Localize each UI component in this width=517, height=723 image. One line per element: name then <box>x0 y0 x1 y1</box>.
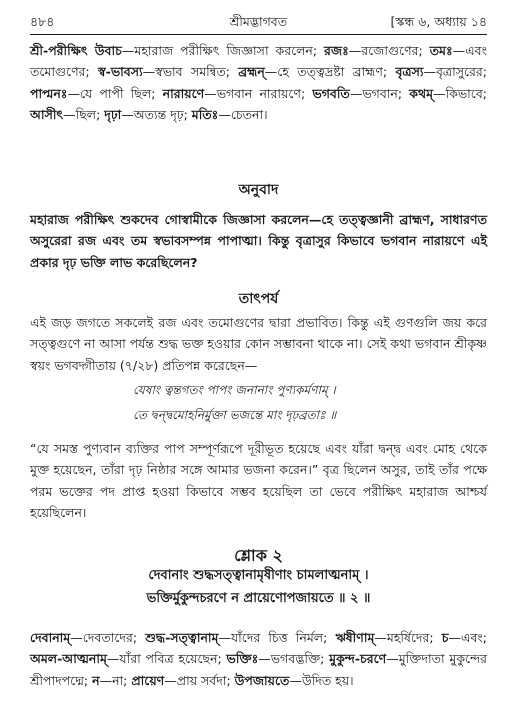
synonym-meaning: —মুক্তিদাতা মুকুন্দের শ্রীপাদপদ্মে; <box>30 651 487 688</box>
synonym-meaning: —রজোগুণের; <box>348 43 430 58</box>
synonym-word: তমঃ <box>429 43 453 58</box>
purport-paragraph-2: “যে সমস্ত পুণ্যবান ব্যক্তির পাপ সম্পূর্ণরূপে দূরীভূত হয়েছে এবং যাঁরা দ্বন্দ্ব এবং মোহ থেকে মুক্ত হয়েছেন, তাঁরা দৃঢ় নিষ্ঠার সঙ্গে আমার ভজনা করেন।” বৃত্র ছিলেন অসুর, তাই তাঁর পক্ষে পরম ভক্তের পদ প্রাপ্ত হওয়া কিভাবে সম্ভব হয়েছিল তা ভেবে পরীক্ষিৎ মহারাজ আশ্চর্য হয়েছিলেন। <box>30 441 487 520</box>
book-title: শ্রীমদ্ভাগবত <box>229 14 288 29</box>
synonym-word: শুদ্ধ-সত্ত্বানাম্ <box>145 630 219 645</box>
synonym-meaning: —চেতনা। <box>218 106 268 122</box>
synonym-meaning: —দেবতাদের; <box>70 630 146 645</box>
synonyms-paragraph <box>30 627 487 691</box>
synonym-word: বৃত্রস্য <box>395 64 424 80</box>
synonym-word: পাপ্মনঃ <box>30 85 68 101</box>
synonym-word: নারায়ণে <box>162 85 205 101</box>
synonym-word: ভক্তিঃ <box>226 651 259 667</box>
synonym-meaning: —এবং; <box>448 630 487 645</box>
synonym-word: চ <box>441 630 449 645</box>
purport-section <box>30 287 487 520</box>
synonym-word: প্রায়েণ <box>131 672 165 688</box>
synonym-word: আসীৎ <box>30 106 64 122</box>
synonym-word: মতিঃ <box>191 106 219 122</box>
synonym-word: ঋষীণাম্ <box>335 630 375 645</box>
synonym-word: মুকুন্দ-চরণে <box>329 651 387 667</box>
synonym-word: শ্রী-পরীক্ষিৎ উবাচ <box>30 43 122 58</box>
synonym-word: অমল-আত্মনাম্ <box>30 651 107 667</box>
synonym-word: ন <box>92 672 100 688</box>
synonym-meaning: —যে পাপী ছিল; <box>67 85 163 101</box>
synonym-meaning: —না; <box>99 672 132 688</box>
synonym-meaning: —স্বভাব সমন্বিত; <box>142 64 239 80</box>
translation-text: মহারাজ পরীক্ষিৎ শুকদেব গোস্বামীকে জিজ্ঞাসা করলেন—হে তত্ত্বজ্ঞানী ব্রাহ্মণ, সাধারণত অসুরেরা রজ এবং তম স্বভাবসম্পন্ন পাপাত্মা। কিন্তু বৃত্রাসুর কিভাবে ভগবান নারায়ণে এই প্রকার দৃঢ় ভক্তি লাভ করেছিলেন? <box>30 212 487 270</box>
translation-section <box>30 178 487 288</box>
synonym-meaning: —ভগবদ্ভক্তি; <box>258 651 330 667</box>
synonym-meaning: —ভগবান নারায়ণে; <box>204 85 313 101</box>
shloka-line-1: দেবানাং শুদ্ধসত্ত্বানামৃষীণাং চামলাত্মনাম্ । <box>148 568 369 583</box>
synonym-word: দেবানাম্ <box>30 630 71 645</box>
synonym-word: ভগবতি <box>312 85 350 101</box>
tatparya-heading: তাৎপর্য <box>238 291 279 307</box>
gita-quote-line-2: তে দ্বন্দ্বমোহনির্মুক্তা ভজন্তে মাং দৃঢ়ব্রতাঃ ॥ <box>133 408 337 422</box>
synonym-meaning: —প্রায় সর্বদা; <box>164 672 235 688</box>
page-header <box>30 12 487 35</box>
synonym-word: উপজায়তে <box>234 672 290 688</box>
synonym-meaning: —এবং তমোগুণের; <box>30 43 487 80</box>
shloka-line-2: ভক্তির্মুকুন্দচরণে ন প্রায়েণোপজায়তে ॥ ২ ॥ <box>146 591 371 606</box>
synonyms-previous-verse <box>30 40 487 125</box>
synonym-meaning: —মহারাজ পরীক্ষিৎ জিজ্ঞাসা করলেন; <box>121 43 325 58</box>
chapter-reference: [স্কন্ধ ৬, অধ্যায় ১৪ <box>390 14 487 29</box>
synonym-meaning: —হে তত্ত্বদ্রষ্টা ব্রাহ্মণ; <box>264 64 396 80</box>
synonym-word: স্ব-ভাবস্য <box>98 64 143 80</box>
shloka-heading: শ্লোক ২ <box>234 546 283 565</box>
synonym-word: ব্রহ্মন্ <box>238 64 265 80</box>
synonym-word: রজঃ <box>324 43 349 58</box>
synonym-meaning: —যাঁরা পবিত্র হয়েছেন; <box>106 651 227 667</box>
synonym-meaning: —যাঁদের চিত্ত নির্মল; <box>218 630 336 645</box>
synonym-meaning: —কিভাবে; <box>433 85 487 101</box>
synonyms-current-verse <box>30 627 487 691</box>
synonym-meaning: —ছিল; <box>63 106 105 122</box>
synonym-meaning: —উদিত হয়। <box>289 672 354 688</box>
page-number: ৪৮৪ <box>30 14 55 29</box>
synonym-word: দৃঢ়া <box>104 106 122 122</box>
synonym-meaning: —ভগবান; <box>349 85 410 101</box>
anuvad-heading: অনুবাদ <box>238 182 279 198</box>
synonym-meaning: —অত্যন্ত দৃঢ়; <box>121 106 192 122</box>
synonyms-paragraph <box>30 40 487 125</box>
gita-quote-line-1: যেষাং ত্বন্তগতং পাপং জনানাং পুণ্যকর্মণাম্ । <box>133 383 336 397</box>
purport-paragraph-1: এই জড় জগতে সকলেই রজ এবং তমোগুণের দ্বারা প্রভাবিত। কিন্তু এই গুণগুলি জয় করে সত্ত্বগুণে না আসা পর্যন্ত শুদ্ধ ভক্ত হওয়ার কোন সম্ভাবনা থাকে না। সেই কথা ভগবান শ্রীকৃষ্ণ স্বয়ং ভগবদ্গীতায় (৭/২৮) প্রতিপন্ন করেছেন— <box>30 315 487 373</box>
synonym-word: কথম্ <box>409 85 434 101</box>
synonym-meaning: —মহর্ষিদের; <box>374 630 442 645</box>
shloka-section <box>30 543 487 618</box>
synonym-meaning: —বৃত্রাসুরের; <box>423 64 487 80</box>
